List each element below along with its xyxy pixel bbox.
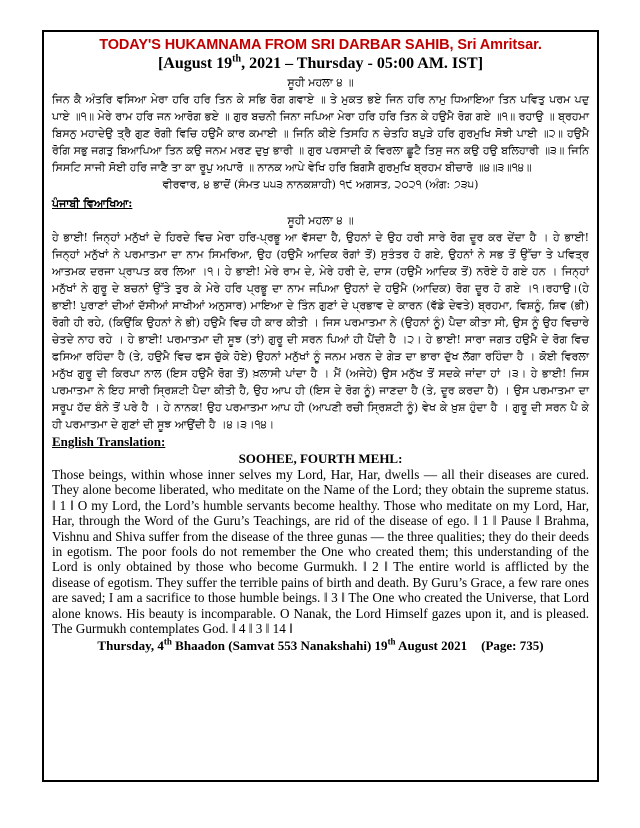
english-heading: SOOHEE, FOURTH MEHL: [238, 451, 403, 466]
gurbani-date-meta: ਵੀਰਵਾਰ, ੪ ਭਾਦੋਂ (ਸੰਮਤ ੫੫੩ ਨਾਨਕਸ਼ਾਹੀ) ੧੯ ਅਗਸਤ, ੨੦੨੧ (ਅੰਗ: ੭੩੫) [162, 178, 479, 191]
footer-part3: August 2021 [395, 638, 468, 654]
english-translation: Those beings, within whose inner selves my Lord, Har, Har, dwells — all their diseases are cured. They alone become liberated, who meditate on the Name of the Lord; they obtain the supreme status. ‖ 1 ‖ O my Lord, the Lord’s humble servants become healthy. Those who meditate on my Lord, Har, Har, through the Word of the Guru’s Teachings, are rid of the disease of ego. ‖ 1 ‖ Pause ‖ Brahma, Vishnu and Shiva suffer from the disease of the three gunas — the three qualities; they do their deeds in egotism. The poor fools do not remember the One who created them; this understanding of the Lord is only obtained by those who become Gurmukh. ‖ 2 ‖ The entire world is afflicted by the disease of egotism. They suffer the terrible pains of birth and death. By Guru’s Grace, a few rare ones are saved; I am a sacrifice to those humble beings. ‖ 3 ‖ The One who created the Universe, that Lord alone knows. His beauty is incomparable. O Nanak, the Lord Himself gazes upon it, and is pleased. The Gurmukh contemplates God. ‖ 4 ‖ 3 ‖ 14 ‖ [52, 467, 589, 637]
date-sup: th [232, 53, 242, 65]
gurbani-heading: ਸੂਹੀ ਮਹਲਾ ੪ ॥ [287, 76, 354, 89]
date-open: [August 19 [157, 55, 233, 72]
date-line [52, 54, 589, 74]
footer-date [52, 637, 589, 654]
gurbani-text: ਜਿਨ ਕੈ ਅੰਤਰਿ ਵਸਿਆ ਮੇਰਾ ਹਰਿ ਹਰਿ ਤਿਨ ਕੇ ਸਭਿ ਰੋਗ ਗਵਾਏ ॥ ਤੇ ਮੁਕਤ ਭਏ ਜਿਨ ਹਰਿ ਨਾਮੁ ਧਿਆਇਆ ਤਿਨ ਪਵਿਤੁ ਪਰਮ ਪਦੁ ਪਾਏ ॥੧॥ ਮੇਰੇ ਰਾਮ ਹਰਿ ਜਨ ਆਰੋਗ ਭਏ ॥ ਗੁਰ ਬਚਨੀ ਜਿਨਾ ਜਪਿਆ ਮੇਰਾ ਹਰਿ ਹਰਿ ਤਿਨ ਕੇ ਹਉਮੈ ਰੋਗ ਗਏ ॥੧॥ ਰਹਾਉ ॥ ਬ੍ਰਹਮਾ ਬਿਸਨੁ ਮਹਾਦੇਉ ਤ੍ਰੈ ਗੁਣ ਰੋਗੀ ਵਿਚਿ ਹਉਮੈ ਕਾਰ ਕਮਾਈ ॥ ਜਿਨਿ ਕੀਏ ਤਿਸਹਿ ਨ ਚੇਤਹਿ ਬਪੁੜੇ ਹਰਿ ਗੁਰਮੁਖਿ ਸੋਝੀ ਪਾਈ ॥੨॥ ਹਉਮੈ ਰੋਗਿ ਸਭੁ ਜਗਤੁ ਬਿਆਪਿਆ ਤਿਨ ਕਉ ਜਨਮ ਮਰਣ ਦੁਖੁ ਭਾਰੀ ॥ ਗੁਰ ਪਰਸਾਦੀ ਕੋ ਵਿਰਲਾ ਛੂਟੈ ਤਿਸੁ ਜਨ ਕਉ ਹਉ ਬਲਿਹਾਰੀ ॥੩॥ ਜਿਨਿ ਸਿਸਟਿ ਸਾਜੀ ਸੋਈ ਹਰਿ ਜਾਣੈ ਤਾ ਕਾ ਰੂਪੁ ਅਪਾਰੋ ॥ ਨਾਨਕ ਆਪੇ ਵੇਖਿ ਹਰਿ ਬਿਗਸੈ ਗੁਰਮੁਖਿ ਬ੍ਰਹਮ ਬੀਚਾਰੋ ॥੪॥੩॥੧੪॥ [52, 93, 589, 174]
english-section-label: English Translation: [52, 434, 166, 449]
punjabi-section-label: ਪੰਜਾਬੀ ਵਿਆਖਿਆ: [52, 197, 133, 210]
punjabi-heading: ਸੂਹੀ ਮਹਲਾ ੪ ॥ [287, 214, 354, 227]
footer-part2: Bhaadon (Samvat 553 Nanakshahi) 19 [171, 638, 388, 654]
page-title: TODAY'S HUKAMNAMA FROM SRI DARBAR SAHIB, Sri Amritsar. [99, 37, 542, 53]
punjabi-explanation: ਹੇ ਭਾਈ! ਜਿਨ੍ਹਾਂ ਮਨੁੱਖਾਂ ਦੇ ਹਿਰਦੇ ਵਿਚ ਮੇਰਾ ਹਰਿ-ਪ੍ਰਭੂ ਆ ਵੱਸਦਾ ਹੈ, ਉਹਨਾਂ ਦੇ ਉਹ ਹਰੀ ਸਾਰੇ ਰੋਗ ਦੂਰ ਕਰ ਦੇਂਦਾ ਹੈ । ਹੇ ਭਾਈ! ਜਿਨ੍ਹਾਂ ਮਨੁੱਖਾਂ ਨੇ ਪਰਮਾਤਮਾ ਦਾ ਨਾਮ ਸਿਮਰਿਆ, ਉਹ (ਹਉਮੈ ਆਦਿਕ ਰੋਗਾਂ ਤੋਂ) ਸੁਤੰਤਰ ਹੋ ਗਏ, ਉਹਨਾਂ ਨੇ ਸਭ ਤੋਂ ਉੱਚਾ ਤੇ ਪਵਿਤ੍ਰ ਆਤਮਕ ਦਰਜਾ ਪ੍ਰਾਪਤ ਕਰ ਲਿਆ ।੧। ਹੇ ਭਾਈ! ਮੇਰੇ ਰਾਮ ਦੇ, ਮੇਰੇ ਹਰੀ ਦੇ, ਦਾਸ (ਹਉਮੈ ਆਦਿਕ ਤੋਂ) ਨਰੋਏ ਹੋ ਗਏ ਹਨ । ਜਿਨ੍ਹਾਂ ਮਨੁੱਖਾਂ ਨੇ ਗੁਰੂ ਦੇ ਬਚਨਾਂ ਉੱਤੇ ਤੁਰ ਕੇ ਮੇਰੇ ਹਰਿ ਪ੍ਰਭੂ ਦਾ ਨਾਮ ਜਪਿਆ ਉਹਨਾਂ ਦੇ ਹਉਮੈ (ਆਦਿਕ) ਰੋਗ ਦੂਰ ਹੋ ਗਏ ।੧।ਰਹਾਉ।(ਹੇ ਭਾਈ! ਪੁਰਾਣਾਂ ਦੀਆਂ ਦੱਸੀਆਂ ਸਾਖੀਆਂ ਅਨੁਸਾਰ) ਮਾਇਆ ਦੇ ਤਿੰਨ ਗੁਣਾਂ ਦੇ ਪ੍ਰਭਾਵ ਦੇ ਕਾਰਨ (ਵੱਡੇ ਦੇਵਤੇ) ਬ੍ਰਹਮਾ, ਵਿਸ਼ਨੂੰ, ਸ਼ਿਵ (ਭੀ) ਰੋਗੀ ਹੀ ਰਹੇ, (ਕਿਉਂਕਿ ਉਹਨਾਂ ਨੇ ਭੀ) ਹਉਮੈ ਵਿਚ ਹੀ ਕਾਰ ਕੀਤੀ । ਜਿਸ ਪਰਮਾਤਮਾ ਨੇ (ਉਹਨਾਂ ਨੂੰ) ਪੈਦਾ ਕੀਤਾ ਸੀ, ਉਸ ਨੂੰ ਉਹ ਵਿਚਾਰੇ ਚੇਤਦੇ ਨਾਹ ਰਹੇ । ਹੇ ਭਾਈ! ਪਰਮਾਤਮਾ ਦੀ ਸੂਝ (ਤਾਂ) ਗੁਰੂ ਦੀ ਸਰਨ ਪਿਆਂ ਹੀ ਪੈਂਦੀ ਹੈ ।੨। ਹੇ ਭਾਈ! ਸਾਰਾ ਜਗਤ ਹਉਮੈ ਦੇ ਰੋਗ ਵਿਚ ਫਸਿਆ ਰਹਿੰਦਾ ਹੈ (ਤੇ, ਹਉਮੈ ਵਿਚ ਫਸ ਚੁੱਕੇ ਹੋਏ) ਉਹਨਾਂ ਮਨੁੱਖਾਂ ਨੂੰ ਜਨਮ ਮਰਨ ਦੇ ਗੇੜ ਦਾ ਭਾਰਾ ਦੁੱਖ ਲੱਗਾ ਰਹਿੰਦਾ ਹੈ । ਕੋਈ ਵਿਰਲਾ ਮਨੁੱਖ ਗੁਰੂ ਦੀ ਕਿਰਪਾ ਨਾਲ (ਇਸ ਹਉਮੈ ਰੋਗ ਤੋਂ) ਖ਼ਲਾਸੀ ਪਾਂਦਾ ਹੈ । ਮੈਂ (ਅਜੇਹੇ) ਉਸ ਮਨੁੱਖ ਤੋਂ ਸਦਕੇ ਜਾਂਦਾ ਹਾਂ ।੩। ਹੇ ਭਾਈ! ਜਿਸ ਪਰਮਾਤਮਾ ਨੇ ਇਹ ਸਾਰੀ ਸ੍ਰਿਸ਼ਟੀ ਪੈਦਾ ਕੀਤੀ ਹੈ, ਉਹ ਆਪ ਹੀ (ਇਸ ਦੇ ਰੋਗ ਨੂੰ) ਜਾਣਦਾ ਹੈ (ਤੇ, ਦੂਰ ਕਰਦਾ ਹੈ) । ਉਸ ਪਰਮਾਤਮਾ ਦਾ ਸਰੂਪ ਹੱਦ ਬੰਨੇ ਤੋਂ ਪਰੇ ਹੈ । ਹੇ ਨਾਨਕ! ਉਹ ਪਰਮਾਤਮਾ ਆਪ ਹੀ (ਆਪਣੀ ਰਚੀ ਸ੍ਰਿਸ਼ਟੀ ਨੂੰ) ਵੇਖ ਕੇ ਖ਼ੁਸ਼ ਹੁੰਦਾ ਹੈ । ਗੁਰੂ ਦੀ ਸਰਨ ਪੈ ਕੇ ਹੀ ਪਰਮਾਤਮਾ ਦੇ ਗੁਣਾਂ ਦੀ ਸੂਝ ਆਉਂਦੀ ਹੈ ।੪।੩।੧੪। [52, 231, 589, 431]
footer-page-ref: (Page: 735) [481, 638, 544, 654]
hukamnama-page [42, 30, 599, 782]
footer-sup2: th [387, 637, 396, 648]
footer-part1: Thursday, 4 [97, 638, 164, 654]
footer-sup1: th [163, 637, 172, 648]
date-rest: , 2021 – Thursday - 05:00 AM. IST] [241, 55, 484, 72]
